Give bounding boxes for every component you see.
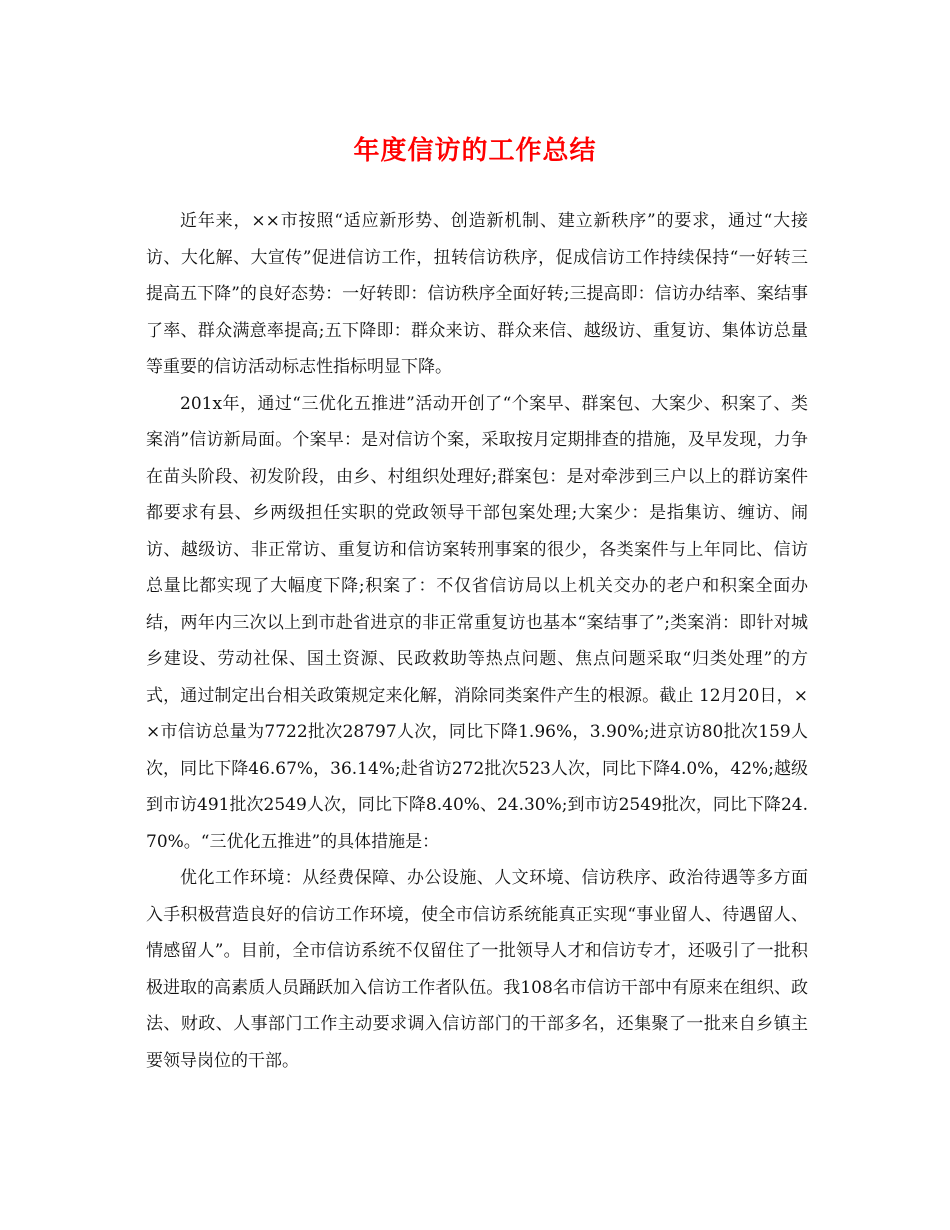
document-body: [146, 203, 808, 1079]
document-title: 年度信访的工作总结: [353, 136, 597, 166]
paragraph-activities: 201x年，通过“三优化五推进”活动开创了“个案早、群案包、大案少、积案了、类案消”信访新局面。个案早：是对信访个案，采取按月定期排查的措施，及早发现，力争在苗头阶段、初发阶段，由乡、村组织处理好;群案包：是对牵涉到三户以上的群访案件都要求有县、乡两级担任实职的党政领导干部包案处理;大案少：是指集访、缠访、闹访、越级访、非正常访、重复访和信访案转刑事案的很少，各类案件与上年同比、信访总量比都实现了大幅度下降;积案了：不仅省信访局以上机关交办的老户和积案全面办结，两年内三次以上到市赴省进京的非正常重复访也基本“案结事了”;类案消：即针对城乡建设、劳动社保、国土资源、民政救助等热点问题、焦点问题采取“归类处理”的方式，通过制定出台相关政策规定来化解，消除同类案件产生的根源。截止 12月20日，××市信访总量为7722批次28797人次，同比下降1.96%，3.90%;进京访80批次159人次，同比下降46.67%，36.14%;赴省访272批次523人次，同比下降4.0%，42%;越级到市访491批次2549人次，同比下降8.40%、24.30%;到市访2549批次，同比下降24.70%。“三优化五推进”的具体措施是：: [146, 393, 808, 852]
paragraph-intro: 近年来，××市按照“适应新形势、创造新机制、建立新秩序”的要求，通过“大接访、大化解、大宣传”促进信访工作，扭转信访秩序，促成信访工作持续保持“一好转三提高五下降”的良好态势：一好转即：信访秩序全面好转;三提高即：信访办结率、案结事了率、群众满意率提高;五下降即：群众来访、群众来信、越级访、重复访、集体访总量等重要的信访活动标志性指标明显下降。: [146, 211, 808, 377]
paragraph-environment: 优化工作环境：从经费保障、办公设施、人文环境、信访秩序、政治待遇等多方面入手积极营造良好的信访工作环境，使全市信访系统能真正实现“事业留人、待遇留人、情感留人”。目前，全市信访系统不仅留住了一批领导人才和信访专才，还吸引了一批积极进取的高素质人员踊跃加入信访工作者队伍。我108名市信访干部中有原来在组织、政法、财政、人事部门工作主动要求调入信访部门的干部多名，还集聚了一批来自乡镇主要领导岗位的干部。: [146, 868, 808, 1071]
